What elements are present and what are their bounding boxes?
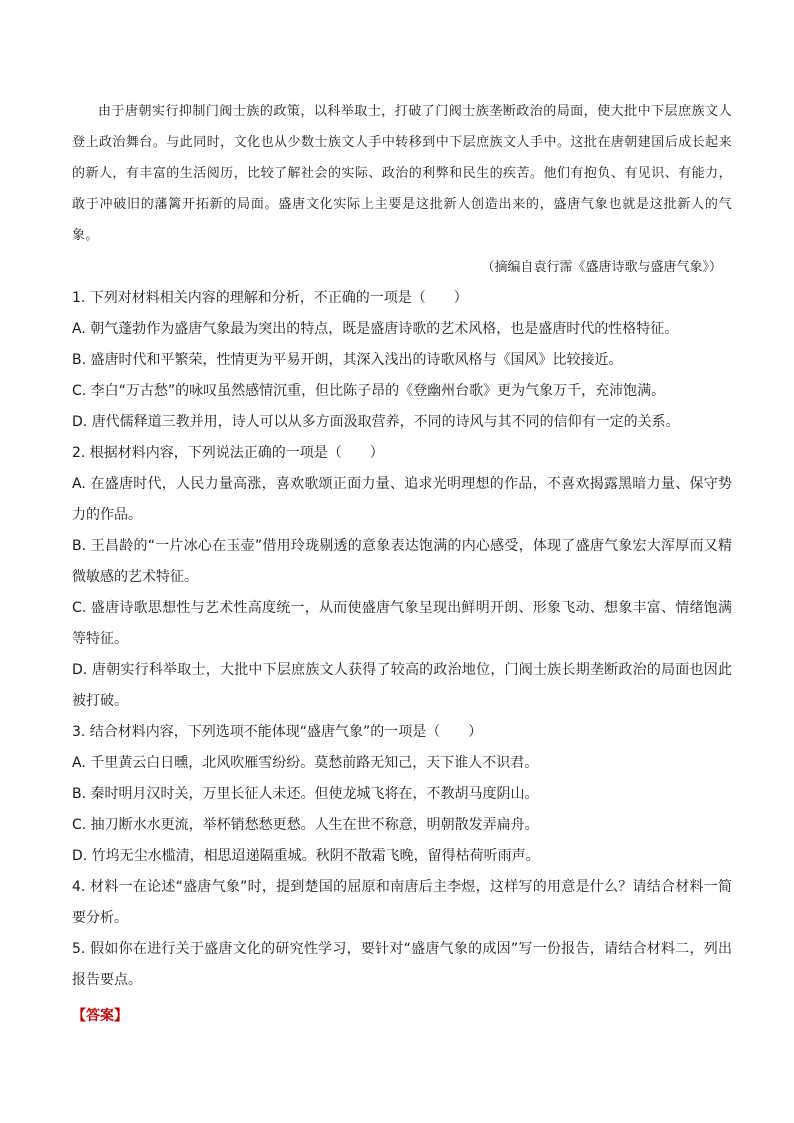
question-3-stem: 3. 结合材料内容，下列选项不能体现“盛唐气象”的一项是（ ）: [72, 724, 483, 740]
question-2-option-d: D. 唐朝实行科举取士，大批中下层庶族文人获得了较高的政治地位，门阀士族长期垄断政治的局面也因此被打破。: [72, 662, 732, 709]
question-1-option-d: D. 唐代儒释道三教并用，诗人可以从多方面汲取营养，不同的诗风与其不同的信仰有一定的关系。: [72, 414, 680, 430]
question-1-stem: 1. 下列对材料相关内容的理解和分析，不正确的一项是（ ）: [72, 290, 468, 306]
passage-source: （摘编自袁行霈《盛唐诗歌与盛唐气象》）: [481, 260, 722, 275]
question-3-option-c: C. 抽刀断水水更流，举杯销愁愁更愁。人生在世不称意，明朝散发弄扁舟。: [72, 817, 539, 833]
question-2-stem: 2. 根据材料内容，下列说法正确的一项是（ ）: [72, 445, 384, 461]
question-1-option-a: A. 朝气蓬勃作为盛唐气象最为突出的特点，既是盛唐诗歌的艺术风格，也是盛唐时代的性格特征。: [72, 321, 679, 337]
question-2-option-b: B. 王昌龄的“一片冰心在玉壶”借用玲珑剔透的意象表达饱满的内心感受，体现了盛唐气象宏大浑厚而又精微敏感的艺术特征。: [72, 538, 732, 585]
question-1-option-b: B. 盛唐时代和平繁荣，性情更为平易开朗，其深入浅出的诗歌风格与《国风》比较接近。: [72, 352, 623, 368]
question-2-option-a: A. 在盛唐时代，人民力量高涨，喜欢歌颂正面力量、追求光明理想的作品，不喜欢揭露黑暗力量、保守势力的作品。: [72, 476, 732, 523]
question-2-option-c: C. 盛唐诗歌思想性与艺术性高度统一，从而使盛唐气象呈现出鲜明开朗、形象飞动、想象丰富、情绪饱满等特征。: [72, 600, 732, 647]
question-4: 4. 材料一在论述“盛唐气象”时，提到楚国的屈原和南唐后主李煜，这样写的用意是什么？请结合材料一简要分析。: [72, 879, 732, 926]
answer-heading: 【答案】: [72, 1008, 128, 1024]
reading-passage: 由于唐朝实行抑制门阀士族的政策，以科举取士，打破了门阀士族垄断政治的局面，使大批中下层庶族文人登上政治舞台。与此同时，文化也从少数士族文人手中转移到中下层庶族文人手中。这批在唐朝建国后成长起来的新人，有丰富的生活阅历，比较了解社会的实际、政治的利弊和民生的疾苦。他们有抱负、有见识、有能力，敢于冲破旧的藩篱开拓新的局面。盛唐文化实际上主要是这批新人创造出来的，盛唐气象也就是这批新人的气象。: [72, 104, 732, 243]
question-3-option-a: A. 千里黄云白日曛，北风吹雁雪纷纷。莫愁前路无知己，天下谁人不识君。: [72, 755, 539, 771]
question-list: [72, 283, 732, 996]
question-1-option-c: C. 李白“万古愁”的咏叹虽然感情沉重，但比陈子昂的《登幽州台歌》更为气象万千，充沛饱满。: [72, 383, 666, 399]
question-3-option-d: D. 竹坞无尘水槛清，相思迢递隔重城。秋阴不散霜飞晚，留得枯荷听雨声。: [72, 848, 540, 864]
question-5: 5. 假如你在进行关于盛唐文化的研究性学习，要针对“盛唐气象的成因”写一份报告，请结合材料二，列出报告要点。: [72, 941, 732, 988]
question-3-option-b: B. 秦时明月汉时关，万里长征人未还。但使龙城飞将在，不教胡马度阴山。: [72, 786, 539, 802]
